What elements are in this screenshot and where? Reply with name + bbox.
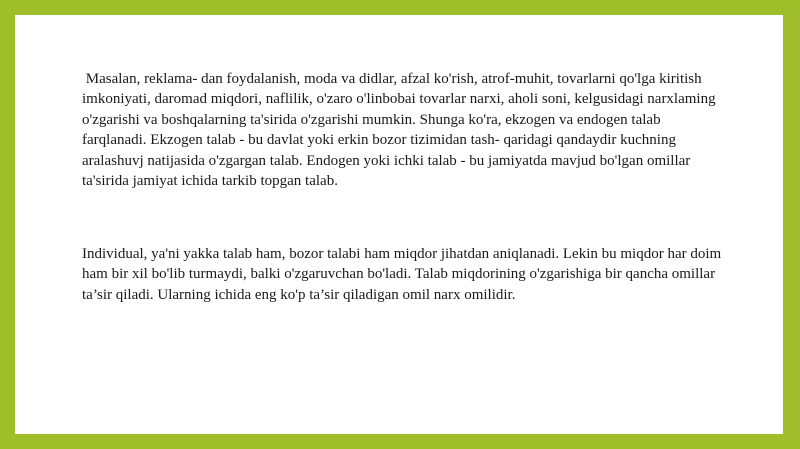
paragraph-individual-market-demand: Individual, ya'ni yakka talab ham, bozor talabi ham miqdor jihatdan aniqlanadi. Lekin bu miqdor har doim ham bir xil bo'lib turmaydi, balki o'zgaruvchan bo'ladi. Talab miqdorining o'zgarishiga bir qancha omillar ta’sir qiladi. Ularning ichida eng ko'p ta’sir qiladigan omil narx omilidir. [82, 246, 725, 303]
slide-content-area [15, 15, 783, 434]
paragraph-exogenous-endogenous-demand: Masalan, reklama- dan foydalanish, moda va didlar, afzal ko'rish, atrof-muhit, tovarlarni qo'lga kiritish imkoniyati, daromad miqdori, naflilik, o'zaro o'linbobai tovarlar narxi, aholi soni, kelgusidagi narxlaming o'zgarishi va boshqalarning ta'sirida o'zgarishi mumkin. Shunga ko'ra, ekzogen va endogen talab farqlanadi. Ekzogen talab - bu davlat yoki erkin bozor tizimidan tash- qaridagi qandaydir kuchning aralashuvj natijasida o'zgargan talab. Endogen yoki ichki talab - bu jamiyatda mavjud bo'lgan omillar ta'sirida jamiyat ichida tarkib topgan talab. [82, 71, 720, 190]
